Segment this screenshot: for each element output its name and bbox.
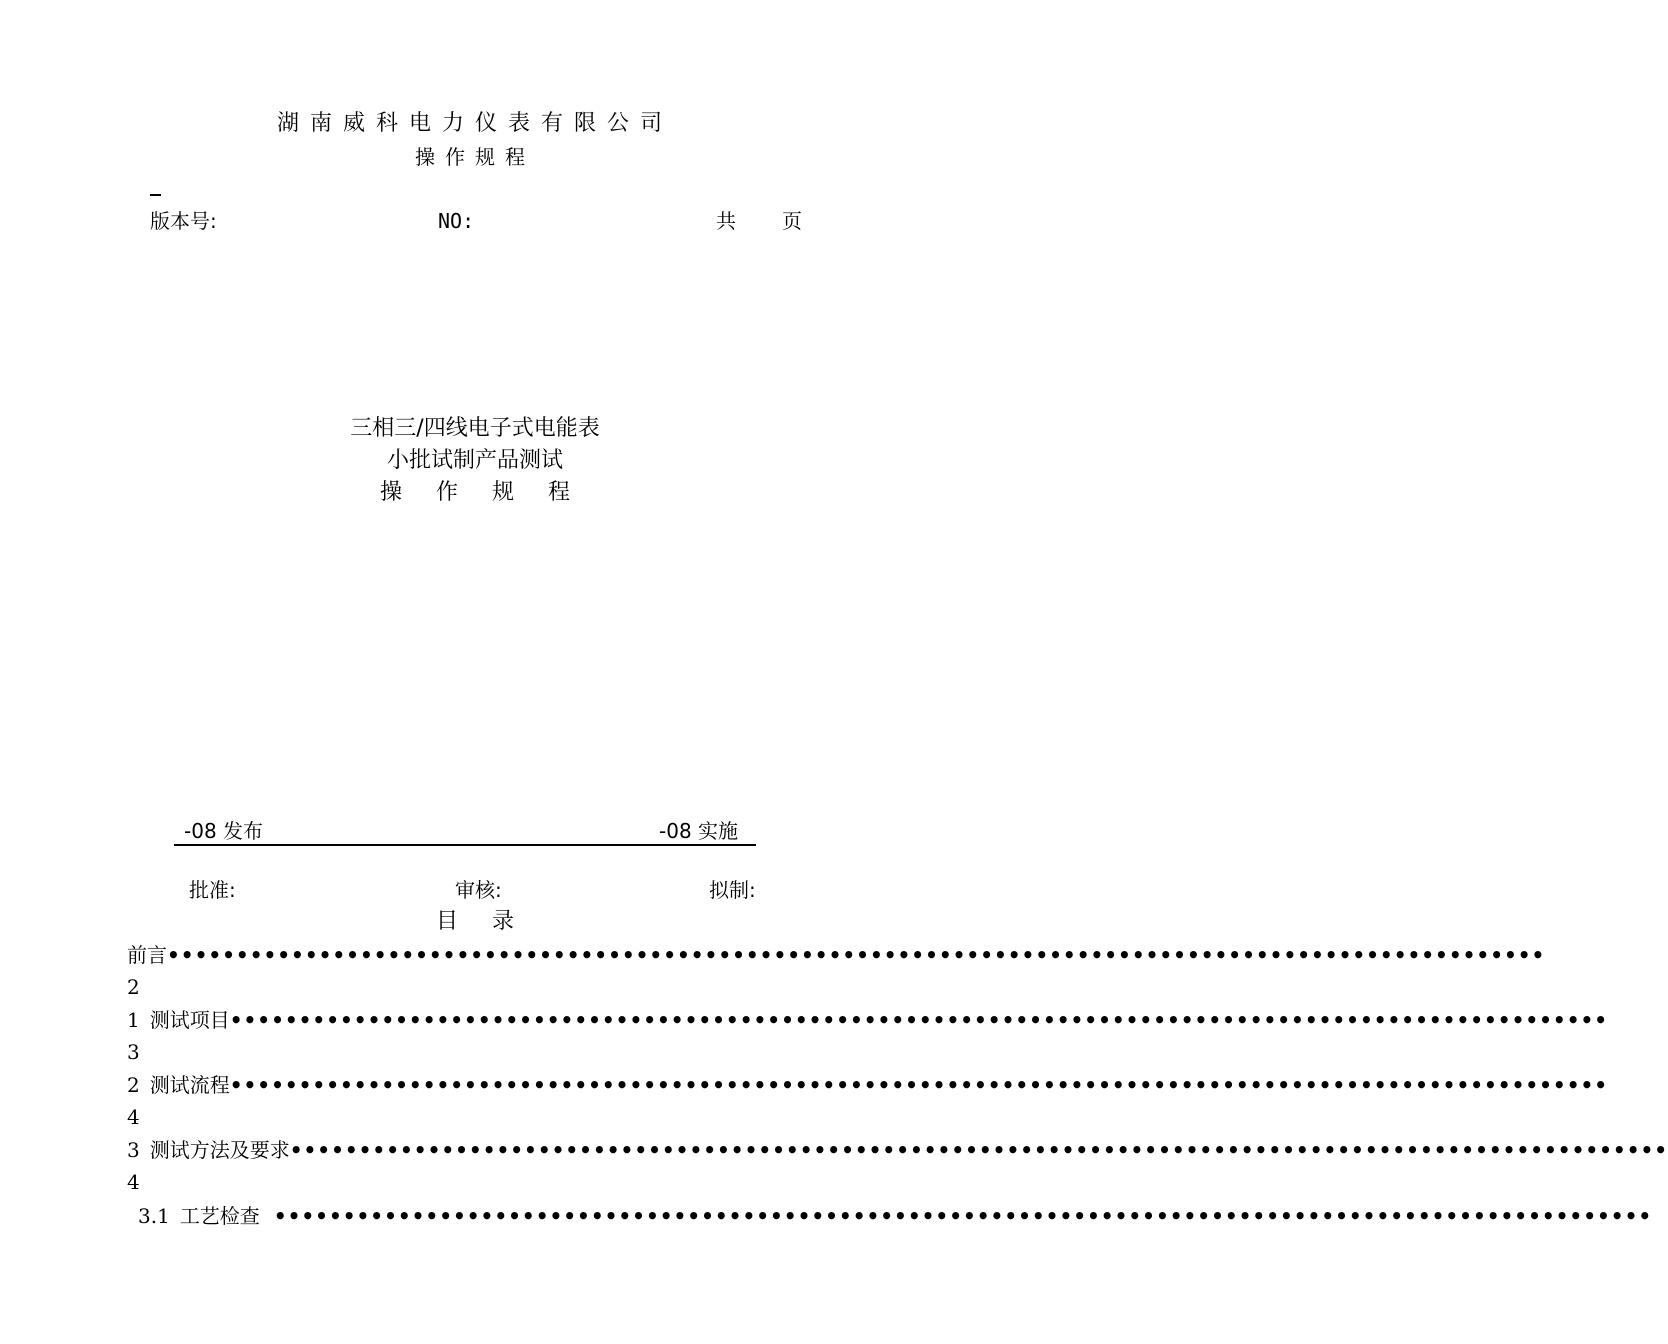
- toc-leader-dots: ••••••••••••••••••••••••••••••••••••••••••••••••••••••••••••••••••••••••••••••••••••••••••••••••••••: [167, 943, 1546, 967]
- toc-entry-label: 测试方法及要求: [149, 1138, 290, 1162]
- toc-entry-number: 2: [127, 1073, 140, 1097]
- toc-entry[interactable]: [127, 1006, 1609, 1034]
- date-row: [174, 818, 756, 846]
- toc-entry-label: 测试流程: [149, 1073, 230, 1097]
- toc-entry[interactable]: [127, 941, 1546, 969]
- document-type: 操作规程: [415, 145, 535, 169]
- toc-entry[interactable]: [127, 1071, 1609, 1099]
- toc-entry-number: 1: [127, 1008, 140, 1032]
- toc-entry-page: 4: [127, 1105, 140, 1129]
- toc-leader-dots: ••••••••••••••••••••••••••••••••••••••••••••••••••••••••••••••••••••••••••••••••••••••••••••••••••••: [229, 1008, 1609, 1032]
- approve-label: 批准:: [189, 878, 236, 902]
- toc-entry[interactable]: [138, 1202, 1653, 1230]
- toc-entry[interactable]: [127, 1136, 1668, 1164]
- review-label: 审核:: [455, 878, 502, 902]
- draft-label: 拟制:: [709, 878, 756, 902]
- toc-entry-label: 前言: [127, 943, 167, 967]
- page-label: 页: [782, 209, 802, 233]
- toc-leader-dots: ••••••••••••••••••••••••••••••••••••••••••••••••••••••••••••••••••••••••••••••••••••••••••••••••••••: [289, 1138, 1668, 1162]
- company-name: 湖南威科电力仪表有限公司: [276, 111, 673, 136]
- publish-date: -08 发布: [184, 819, 264, 843]
- page-count-label: [716, 207, 802, 235]
- toc-entry-page: 4: [127, 1170, 140, 1194]
- title-line-1: 三相三/四线电子式电能表: [350, 416, 600, 441]
- header-dash: [150, 194, 161, 196]
- toc-entry-page: 3: [127, 1040, 140, 1064]
- document-number-label: NO:: [438, 209, 475, 233]
- toc-entry-page: 2: [127, 975, 140, 999]
- toc-leader-dots: ••••••••••••••••••••••••••••••••••••••••••••••••••••••••••••••••••••••••••••••••••••••••••••••••••••: [273, 1204, 1653, 1228]
- toc-title: 目录: [435, 909, 548, 934]
- toc-entry-label: 测试项目: [149, 1008, 230, 1032]
- toc-entry-label: 工艺检查: [179, 1204, 260, 1228]
- total-label: 共: [716, 209, 736, 233]
- toc-entry-number: 3.1: [138, 1204, 170, 1228]
- title-line-3: 操作规程: [379, 480, 604, 505]
- version-label: 版本号:: [150, 209, 217, 233]
- document-title: [0, 413, 950, 509]
- effective-date: -08 实施: [659, 819, 739, 843]
- toc-leader-dots: ••••••••••••••••••••••••••••••••••••••••••••••••••••••••••••••••••••••••••••••••••••••••••••••••••••: [229, 1073, 1609, 1097]
- toc-entry-number: 3: [127, 1138, 140, 1162]
- title-line-2: 小批试制产品测试: [386, 448, 563, 473]
